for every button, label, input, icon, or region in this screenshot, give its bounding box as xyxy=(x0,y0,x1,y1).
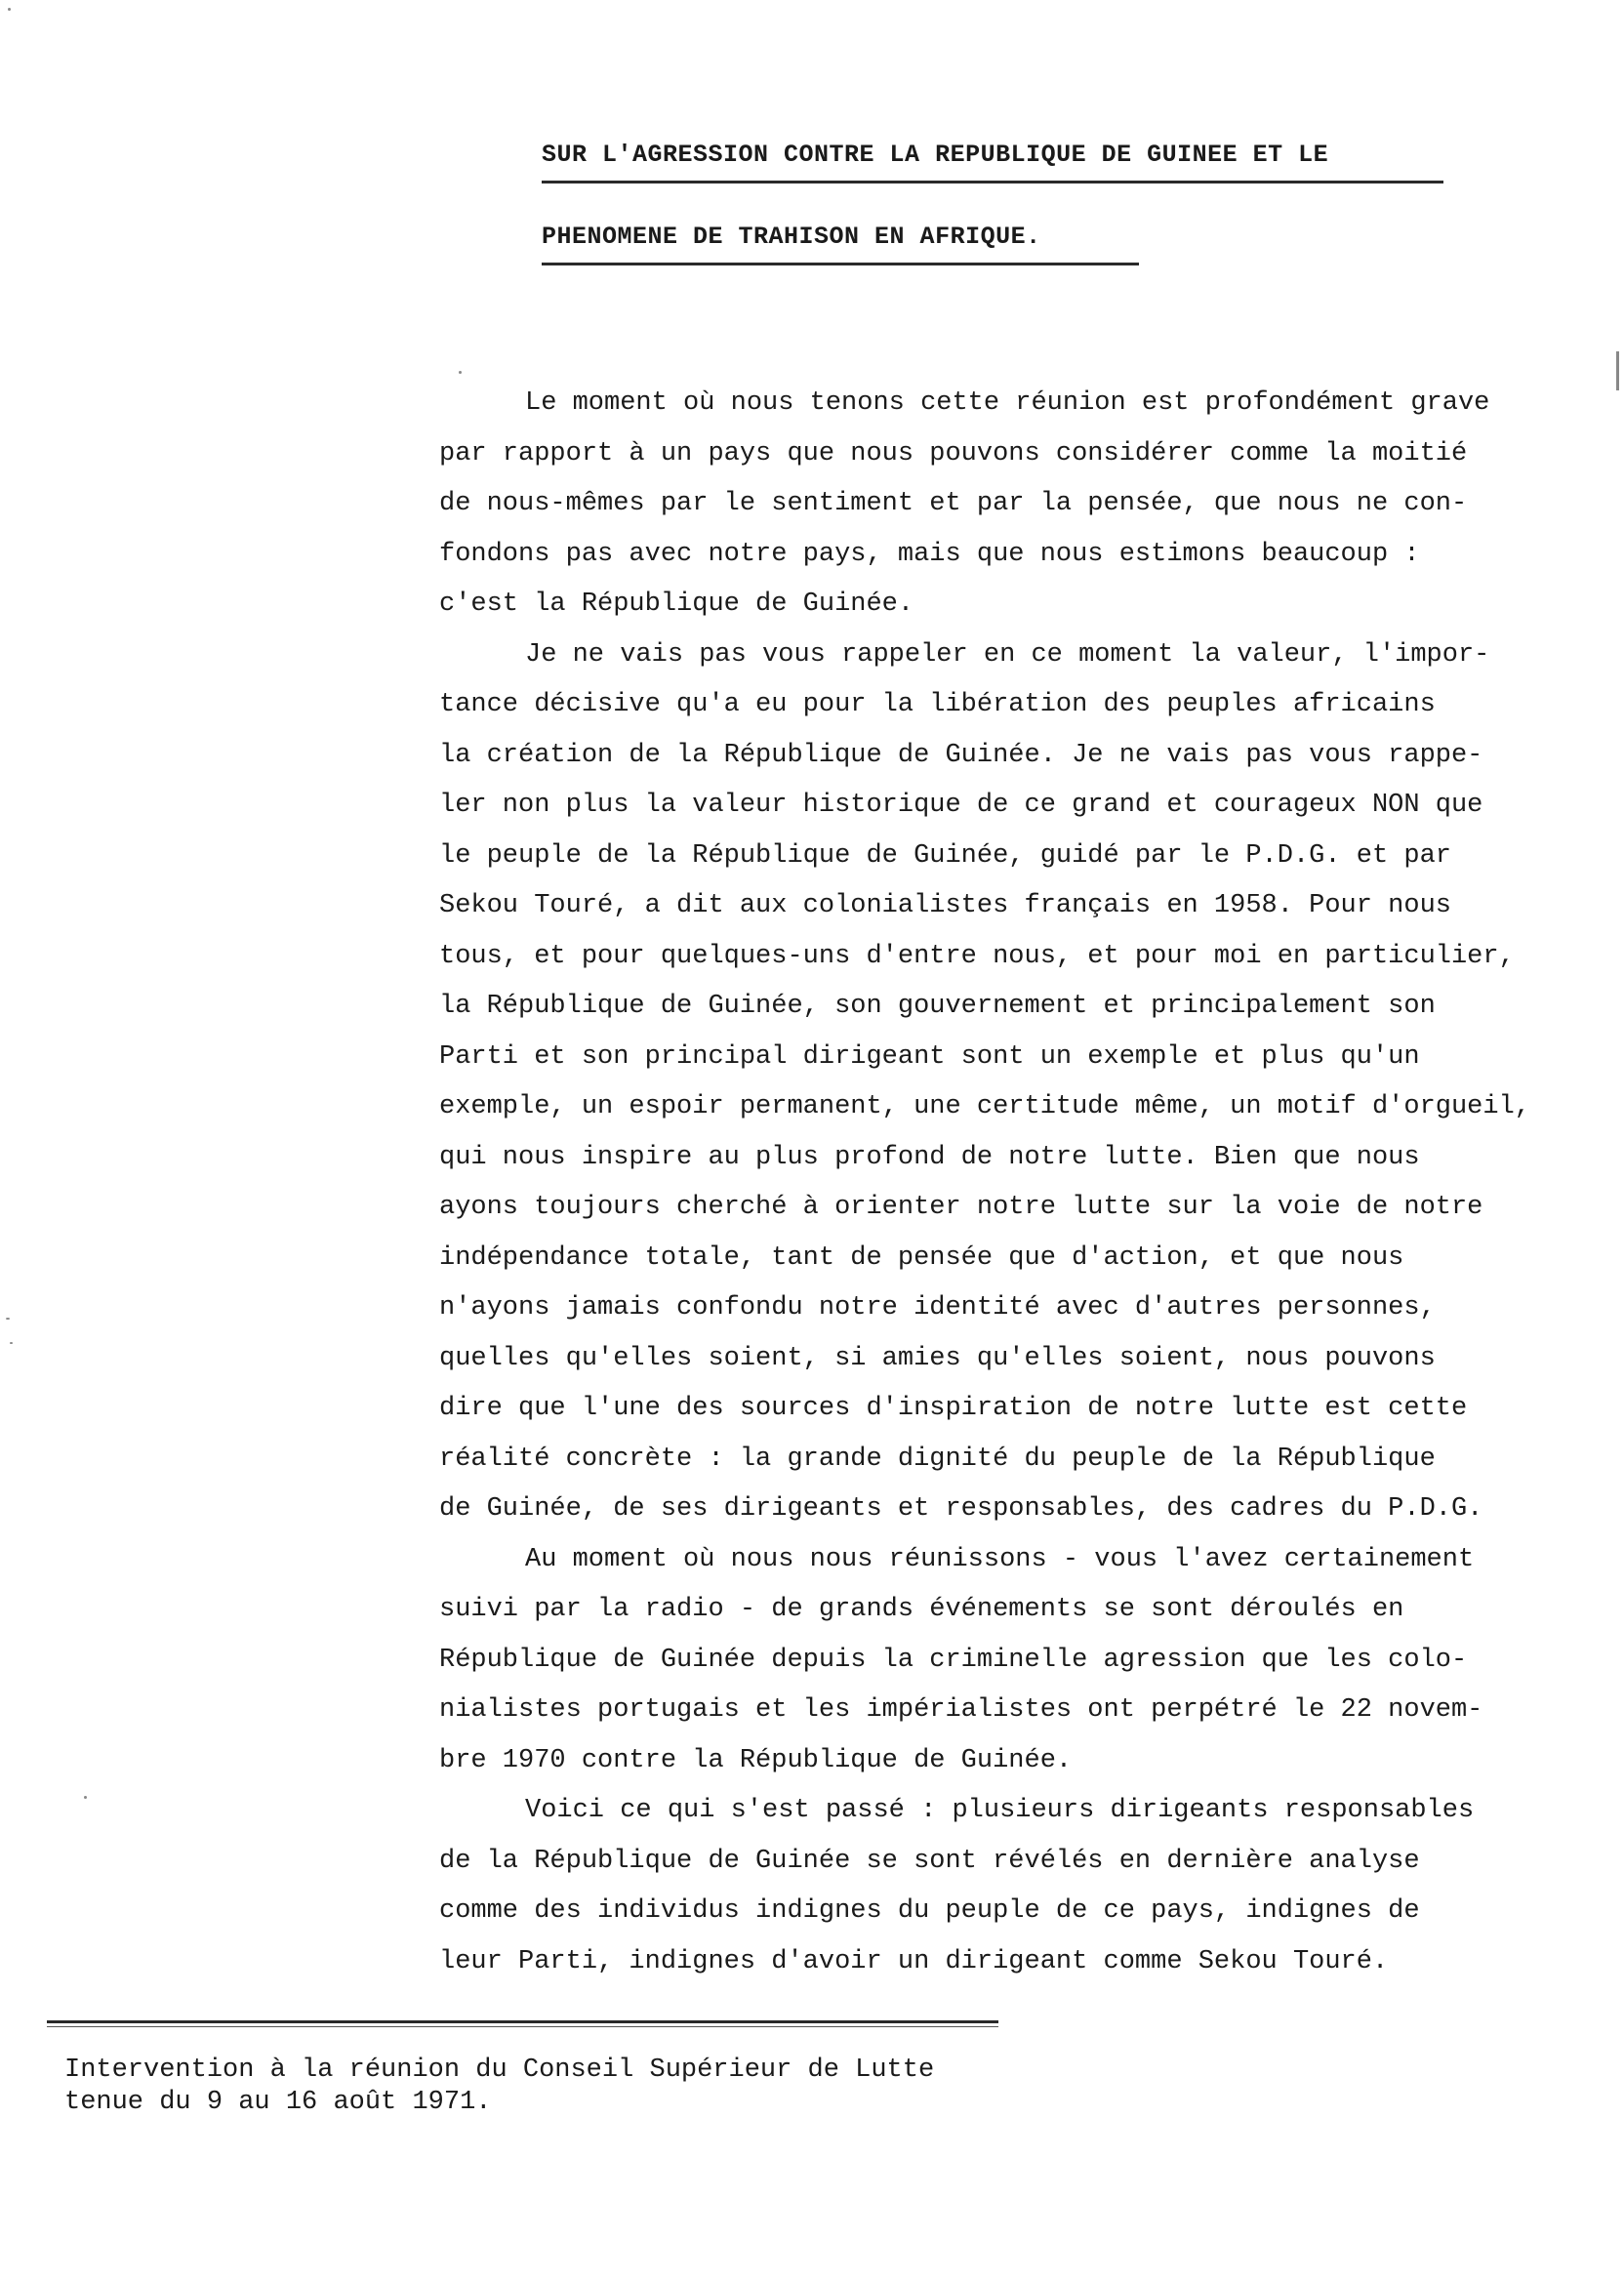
body-line: Au moment où nous nous réunissons - vous l'avez certainement xyxy=(525,1544,1475,1574)
body-line: nialistes portugais et les impérialistes ont perpétré le 22 novem- xyxy=(439,1695,1483,1725)
body-line: Sekou Touré, a dit aux colonialistes français en 1958. Pour nous xyxy=(439,891,1451,920)
body-line: dire que l'une des sources d'inspiration de notre lutte est cette xyxy=(439,1394,1468,1423)
title-line-1 xyxy=(542,137,1443,174)
title-underline-1 xyxy=(542,181,1443,183)
body-line: indépendance totale, tant de pensée que d'action, et que nous xyxy=(439,1242,1404,1273)
body-line: Je ne vais pas vous rappeler en ce moment la valeur, l'impor- xyxy=(525,639,1490,670)
body-line: de la République de Guinée se sont révélés en dernière analyse xyxy=(439,1846,1420,1876)
scan-speck xyxy=(6,1318,10,1320)
body-line: suivi par la radio - de grands événements se sont déroulés en xyxy=(439,1595,1404,1624)
body-line: le peuple de la République de Guinée, guidé par le P.D.G. et par xyxy=(439,840,1451,871)
body-line: bre 1970 contre la République de Guinée. xyxy=(439,1745,1073,1775)
title-line-2-text: PHENOMENE DE TRAHISON EN AFRIQUE. xyxy=(542,223,1041,251)
body-line: exemple, un espoir permanent, une certitude même, un motif d'orgueil, xyxy=(439,1092,1530,1121)
title-line-1-text: SUR L'AGRESSION CONTRE LA REPUBLIQUE DE GUINEE ET LE xyxy=(542,141,1329,169)
title-underline-2 xyxy=(542,263,1139,265)
body-line: n'ayons jamais confondu notre identité avec d'autres personnes, xyxy=(439,1293,1436,1323)
body-line: réalité concrète : la grande dignité du peuple de la République xyxy=(439,1444,1436,1474)
body-line: République de Guinée depuis la criminelle agression que les colo- xyxy=(439,1645,1468,1675)
scan-speck xyxy=(10,1342,13,1344)
body-line: par rapport à un pays que nous pouvons considérer comme la moitié xyxy=(439,438,1468,468)
scan-speck xyxy=(84,1796,87,1799)
body-line: tance décisive qu'a eu pour la libération des peuples africains xyxy=(439,690,1436,719)
scan-speck xyxy=(8,8,11,11)
body-line: de Guinée, de ses dirigeants et responsables, des cadres du P.D.G. xyxy=(439,1494,1483,1524)
footnote xyxy=(64,2055,1040,2119)
body-line: tous, et pour quelques-uns d'entre nous, et pour moi en particulier, xyxy=(439,941,1515,971)
body-line: fondons pas avec notre pays, mais que nous estimons beaucoup : xyxy=(439,539,1420,569)
body-line: Voici ce qui s'est passé : plusieurs dirigeants responsables xyxy=(525,1796,1475,1825)
body-line: ler non plus la valeur historique de ce grand et courageux NON que xyxy=(439,791,1483,820)
body-line: ayons toujours cherché à orienter notre lutte sur la voie de notre xyxy=(439,1193,1483,1222)
footnote-line-2: tenue du 9 au 16 août 1971. xyxy=(64,2088,492,2117)
footnote-separator-thin xyxy=(47,2026,998,2027)
body-line: de nous-mêmes par le sentiment et par la pensée, que nous ne con- xyxy=(439,489,1468,518)
footnote-separator xyxy=(47,2020,998,2023)
body-line: Le moment où nous tenons cette réunion est profondément grave xyxy=(525,388,1490,418)
body-line: Parti et son principal dirigeant sont un exemple et plus qu'un xyxy=(439,1041,1420,1072)
body-line: comme des individus indignes du peuple de ce pays, indignes de xyxy=(439,1896,1420,1926)
body-line: la création de la République de Guinée. Je ne vais pas vous rappe- xyxy=(439,740,1483,770)
body-line: la République de Guinée, son gouvernement et principalement son xyxy=(439,992,1436,1021)
body-line: leur Parti, indignes d'avoir un dirigeant comme Sekou Touré. xyxy=(439,1946,1389,1976)
body-line: quelles qu'elles soient, si amies qu'elles soient, nous pouvons xyxy=(439,1343,1436,1373)
scan-speck xyxy=(459,371,462,374)
body-line: qui nous inspire au plus profond de notre lutte. Bien que nous xyxy=(439,1142,1420,1172)
body-text xyxy=(439,379,1583,1987)
title-line-2 xyxy=(542,219,1139,256)
body-line: c'est la République de Guinée. xyxy=(439,590,914,619)
scan-speck xyxy=(1616,351,1619,390)
document-title xyxy=(542,137,1459,256)
footnote-line-1: Intervention à la réunion du Conseil Supérieur de Lutte xyxy=(64,2056,935,2085)
